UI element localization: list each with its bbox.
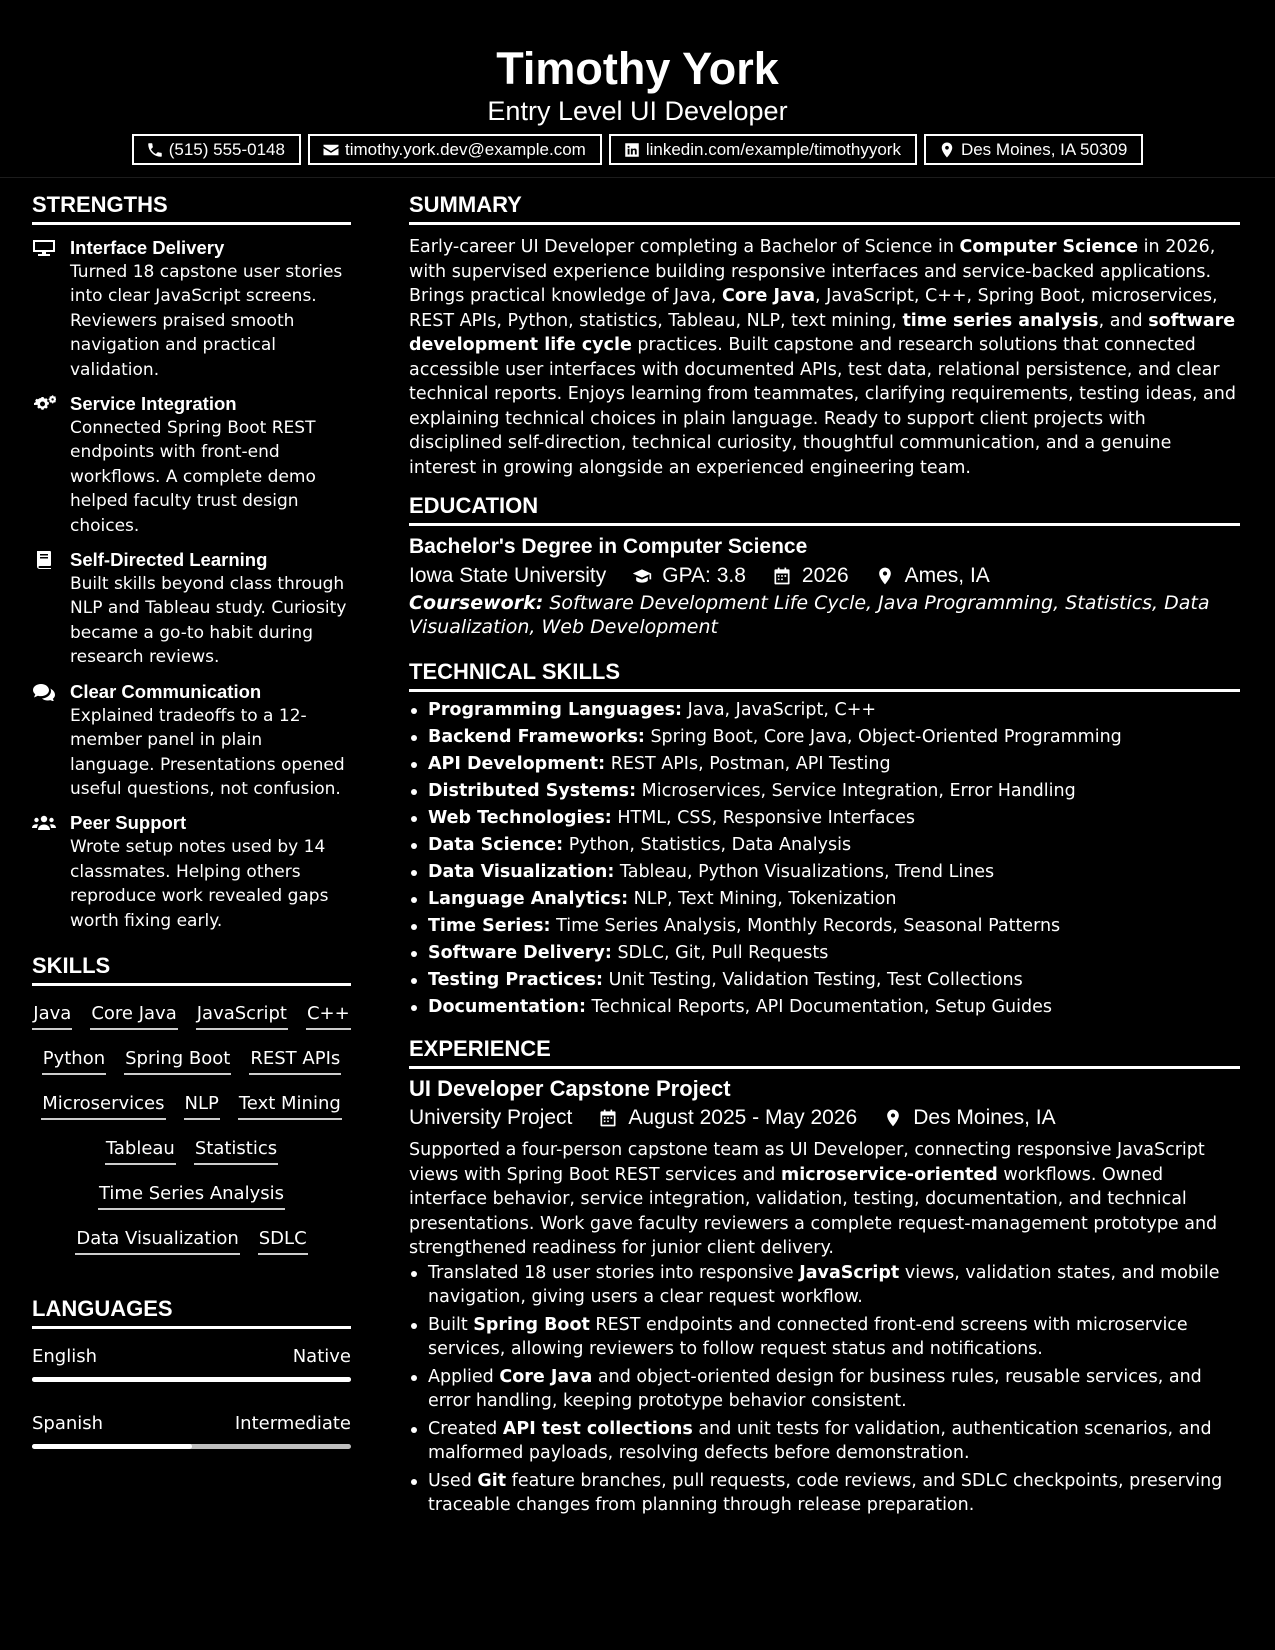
users-icon	[32, 814, 56, 832]
map-marker-icon	[883, 1108, 903, 1128]
phone-text: (515) 555-0148	[168, 139, 285, 159]
list-item: Created API test collections and unit tests for validation, authentication scenarios, and malformed payloads, resolving defects before demonstration.	[409, 1417, 1240, 1466]
skill-tag: Statistics	[194, 1137, 278, 1165]
envelope-icon	[322, 141, 340, 159]
skill-tag: Microservices	[41, 1092, 165, 1120]
strength-text: Explained tradeoffs to a 12-member panel in plain language. Presentations opened useful questions, not confusion.	[70, 705, 345, 799]
candidate-title: Entry Level UI Developer	[487, 96, 788, 126]
strength-item	[32, 548, 351, 670]
skill-row	[32, 1092, 351, 1137]
school-name: Iowa State University	[409, 564, 607, 587]
skill-tag: Python	[42, 1047, 106, 1075]
job-description: Supported a four-person capstone team as UI Developer, connecting responsive JavaScript views with Spring Boot REST services and microservice-oriented workflows. Owned interface behavior, service integration, validation, testing, documentation, and technical presentations. Work gave faculty reviewers a complete request-management prototype and strengthened readiness for junior client delivery.	[409, 1140, 1218, 1258]
linkedin-icon	[623, 141, 641, 159]
list-item: Distributed Systems: Microservices, Service Integration, Error Handling	[409, 778, 1240, 805]
technical-skills-heading: TECHNICAL SKILLS	[409, 658, 1240, 692]
gears-icon	[32, 395, 56, 413]
list-item: Software Delivery: SDLC, Git, Pull Requests	[409, 940, 1240, 967]
strength-item	[32, 236, 351, 382]
skill-tag: Time Series Analysis	[98, 1182, 285, 1210]
resume-header	[0, 0, 1275, 178]
proficiency-fill	[32, 1377, 351, 1382]
language-level: Native	[292, 1345, 351, 1367]
linkedin-contact[interactable]	[609, 134, 917, 165]
phone-icon	[146, 141, 164, 159]
strength-title: Self-Directed Learning	[70, 549, 268, 571]
skill-tag: Tableau	[105, 1137, 176, 1165]
list-item: Programming Languages: Java, JavaScript, C++	[409, 697, 1240, 724]
school-location: Ames, IA	[904, 564, 990, 587]
language-name: English	[32, 1345, 97, 1367]
job-dates: August 2025 - May 2026	[628, 1106, 858, 1129]
education-meta	[409, 561, 1240, 591]
contact-bar	[0, 134, 1275, 165]
sidebar	[32, 178, 351, 1449]
language-name: Spanish	[32, 1412, 104, 1434]
skill-row	[32, 1002, 351, 1047]
map-marker-icon	[938, 141, 956, 159]
monitor-icon	[32, 239, 56, 257]
skill-tag: Spring Boot	[124, 1047, 231, 1075]
list-item: Documentation: Technical Reports, API Documentation, Setup Guides	[409, 994, 1240, 1021]
location-text: Des Moines, IA 50309	[960, 139, 1128, 159]
skill-tag: JavaScript	[196, 1002, 288, 1030]
list-item: Used Git feature branches, pull requests, code reviews, and SDLC checkpoints, preserving traceable changes from planning through release preparation.	[409, 1469, 1240, 1518]
graduation-year: 2026	[801, 564, 849, 587]
summary-text: Early-career UI Developer completing a Bachelor of Science in Computer Science in 2026, with supervised experience building responsive interfaces and service-backed applications. Brings practical knowledge of Java, Core Java, JavaScript, C++, Spring Boot, microservices, REST APIs, Python, statistics, Tableau, NLP, text mining, time series analysis, and software development life cycle practices. Built capstone and research solutions that connected accessible user interfaces with documented APIs, test data, relational persistence, and clear technical reports. Enjoys learning from teammates, clarifying requirements, testing ideas, and explaining technical choices in plain language. Ready to support client projects with disciplined self-direction, technical curiosity, thoughtful communication, and a genuine interest in growing alongside an experienced engineering team.	[409, 237, 1236, 478]
email-text: timothy.york.dev@example.com	[344, 139, 586, 159]
degree-title: Bachelor's Degree in Computer Science	[409, 535, 808, 558]
skill-tag: Data Visualization	[75, 1227, 239, 1255]
list-item: Time Series: Time Series Analysis, Monthly Records, Seasonal Patterns	[409, 913, 1240, 940]
gpa: GPA: 3.8	[662, 564, 746, 587]
organization: University Project	[409, 1106, 573, 1129]
skill-tag: Core Java	[90, 1002, 177, 1030]
job-location: Des Moines, IA	[913, 1106, 1056, 1129]
strength-item	[32, 392, 351, 538]
skill-row	[32, 1047, 351, 1092]
calendar-icon	[598, 1108, 618, 1128]
list-item: Language Analytics: NLP, Text Mining, Tokenization	[409, 886, 1240, 913]
skill-row	[32, 1182, 351, 1227]
skill-tag: Text Mining	[238, 1092, 342, 1120]
language-level: Intermediate	[234, 1412, 351, 1434]
languages-heading: LANGUAGES	[32, 1295, 351, 1329]
summary-heading: SUMMARY	[409, 191, 1240, 225]
list-item: Data Science: Python, Statistics, Data Analysis	[409, 832, 1240, 859]
strength-item	[32, 811, 351, 933]
phone-contact[interactable]	[132, 134, 301, 165]
list-item: Translated 18 user stories into responsive JavaScript views, validation states, and mobile navigation, giving users a clear request workflow.	[409, 1261, 1240, 1310]
strength-title: Service Integration	[70, 393, 237, 415]
strength-title: Interface Delivery	[70, 237, 225, 258]
technical-skills-list	[409, 697, 1240, 1021]
list-item: Web Technologies: HTML, CSS, Responsive Interfaces	[409, 805, 1240, 832]
list-item: Data Visualization: Tableau, Python Visualizations, Trend Lines	[409, 859, 1240, 886]
book-icon	[32, 551, 56, 569]
strength-text: Built skills beyond class through NLP and Tableau study. Curiosity became a go-to habit during research reviews.	[70, 574, 347, 668]
main-content	[409, 178, 1240, 1521]
skill-tag: REST APIs	[249, 1047, 341, 1075]
skills-cloud	[32, 1002, 351, 1272]
list-item: API Development: REST APIs, Postman, API Testing	[409, 751, 1240, 778]
linkedin-text: linkedin.com/example/timothyyork	[645, 139, 901, 159]
list-item: Built Spring Boot REST endpoints and connected front-end screens with microservice services, allowing reviewers to follow request status and notifications.	[409, 1313, 1240, 1362]
list-item: Testing Practices: Unit Testing, Validation Testing, Test Collections	[409, 967, 1240, 994]
map-marker-icon	[875, 566, 895, 586]
education-heading: EDUCATION	[409, 492, 1240, 526]
skill-row	[32, 1137, 351, 1182]
strength-title: Clear Communication	[70, 680, 262, 702]
job-meta	[409, 1103, 1240, 1133]
proficiency-bar	[32, 1444, 351, 1449]
proficiency-fill	[32, 1444, 192, 1449]
skill-tag: C++	[306, 1002, 351, 1030]
comments-icon	[32, 683, 56, 701]
strengths-heading: STRENGTHS	[32, 191, 351, 225]
experience-heading: EXPERIENCE	[409, 1035, 1240, 1069]
skill-tag: NLP	[184, 1092, 220, 1120]
strength-text: Wrote setup notes used by 14 classmates. Helping others reproduce work revealed gaps worth fixing early.	[70, 837, 329, 931]
skill-row	[32, 1227, 351, 1272]
skill-tag: Java	[32, 1002, 72, 1030]
candidate-name: Timothy York	[496, 43, 779, 94]
location-contact[interactable]	[924, 134, 1143, 165]
strength-item	[32, 680, 351, 802]
strength-text: Connected Spring Boot REST endpoints with front-end workflows. A complete demo helped faculty trust design choices.	[70, 418, 316, 536]
calendar-icon	[772, 566, 792, 586]
email-contact[interactable]	[308, 134, 602, 165]
proficiency-bar	[32, 1377, 351, 1382]
job-bullets	[409, 1261, 1240, 1518]
strength-text: Turned 18 capstone user stories into clear JavaScript screens. Reviewers praised smooth navigation and practical validation.	[70, 262, 343, 380]
strength-title: Peer Support	[70, 812, 187, 834]
skills-heading: SKILLS	[32, 952, 351, 986]
job-title: UI Developer Capstone Project	[409, 1076, 731, 1101]
skill-tag: SDLC	[258, 1227, 308, 1255]
language-item	[32, 1345, 351, 1382]
coursework: Coursework: Software Development Life Cycle, Java Programming, Statistics, Data Visualization, Web Development	[409, 592, 1210, 638]
language-item	[32, 1412, 351, 1449]
graduation-cap-icon	[632, 566, 652, 586]
list-item: Applied Core Java and object-oriented design for business rules, reusable services, and error handling, keeping prototype behavior consistent.	[409, 1365, 1240, 1414]
list-item: Backend Frameworks: Spring Boot, Core Java, Object-Oriented Programming	[409, 724, 1240, 751]
